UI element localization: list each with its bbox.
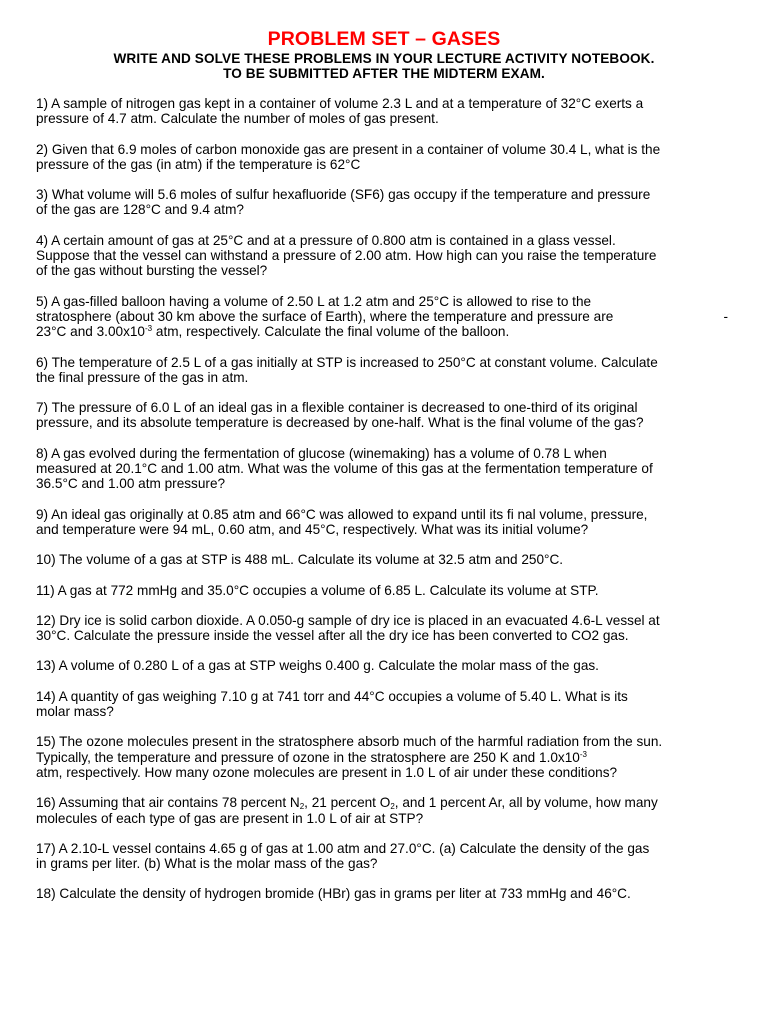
problem-line: 30°C. Calculate the pressure inside the vessel after all the dry ice has been converted to CO2 gas. [36,628,629,644]
problem-line: the final pressure of the gas in atm. [36,369,249,385]
problem-4 [36,233,736,279]
problem-text: , and 1 percent Ar, all by volume, how many [394,795,658,811]
subscript: 2 [390,802,395,812]
problem-8 [36,446,736,492]
problem-line: of the gas without bursting the vessel? [36,263,268,279]
problem-7 [36,400,736,431]
problem-line: measured at 20.1°C and 1.00 atm. What was the volume of this gas at the fermentation temperature of [36,461,653,477]
problem-line: 12) Dry ice is solid carbon dioxide. A 0.050-g sample of dry ice is placed in an evacuated 4.6-L vessel at [36,612,660,628]
problem-line: 3) What volume will 5.6 moles of sulfur hexafluoride (SF6) gas occupy if the temperature and pressure [36,187,651,203]
instructions-line-1: WRITE AND SOLVE THESE PROBLEMS IN YOUR LECTURE ACTIVITY NOTEBOOK. [113,51,655,66]
problem-text: 16) Assuming that air contains 78 percent N [36,795,300,811]
subscript: 2 [299,802,305,812]
problem-line: 7) The pressure of 6.0 L of an ideal gas in a flexible container is decreased to one-third of its original [36,400,638,416]
problem-6 [36,355,736,386]
problem-line: molar mass? [36,704,114,720]
page-title: PROBLEM SET – GASES [267,28,501,50]
problem-3 [36,187,736,218]
problem-line: Suppose that the vessel can withstand a pressure of 2.00 atm. How high can you raise the temperature [36,248,657,264]
problem-18 [36,886,736,901]
problem-text: atm, respectively. Calculate the final volume of the balloon. [152,324,510,340]
problem-line: 15) The ozone molecules present in the stratosphere absorb much of the harmful radiation from the sun. [36,734,663,750]
problem-text: 23°C and 3.00x10 [36,324,145,340]
problem-line: pressure, and its absolute temperature is decreased by one-half. What is the final volume of the gas? [36,415,644,431]
problem-line: 2) Given that 6.9 moles of carbon monoxide gas are present in a container of volume 30.4 L, what is the [36,141,661,157]
problem-line: 8) A gas evolved during the fermentation of glucose (winemaking) has a volume of 0.78 L when [36,445,607,461]
problem-13 [36,658,736,673]
problem-line: 1) A sample of nitrogen gas kept in a container of volume 2.3 L and at a temperature of 32°C exerts a [36,96,644,111]
instructions-line-2: TO BE SUBMITTED AFTER THE MIDTERM EXAM. [223,66,545,81]
problem-10 [36,552,736,567]
problem-2 [36,142,736,173]
problem-1 [36,96,736,127]
problem-line: 4) A certain amount of gas at 25°C and at a pressure of 0.800 atm is contained in a glass vessel. [36,232,616,248]
problem-line [36,750,736,765]
minus-sign: - [723,308,728,324]
exponent: -3 [144,324,153,334]
problem-17 [36,841,736,872]
problem-line: 6) The temperature of 2.5 L of a gas initially at STP is increased to 250°C at constant volume. Calculate [36,354,658,370]
problem-line: 11) A gas at 772 mmHg and 35.0°C occupies a volume of 6.85 L. Calculate its volume at STP. [36,582,599,598]
exponent: -3 [579,749,587,759]
problem-line: 36.5°C and 1.00 atm pressure? [36,476,226,492]
problem-line: pressure of the gas (in atm) if the temperature is 62°C [36,156,361,172]
problem-line: molecules of each type of gas are present in 1.0 L of air at STP? [36,810,424,826]
problem-15 [36,734,736,780]
problem-line [36,309,736,324]
problem-line: 5) A gas-filled balloon having a volume of 2.50 L at 1.2 atm and 25°C is allowed to rise to the [36,293,592,309]
problem-16 [36,795,736,826]
problem-line: 17) A 2.10-L vessel contains 4.65 g of gas at 1.00 atm and 27.0°C. (a) Calculate the density of the gas [36,840,650,856]
problem-line: 13) A volume of 0.280 L of a gas at STP weighs 0.400 g. Calculate the molar mass of the gas. [36,658,599,674]
problem-11 [36,583,736,598]
problem-line: 18) Calculate the density of hydrogen bromide (HBr) gas in grams per liter at 733 mmHg and 46°C. [36,886,631,902]
problem-line [36,795,736,810]
problem-line: and temperature were 94 mL, 0.60 atm, and 45°C, respectively. What was its initial volume? [36,521,589,537]
problem-9 [36,507,736,538]
problem-text: Typically, the temperature and pressure of ozone in the stratosphere are 250 K and 1.0x10 [36,749,580,765]
problem-line: 9) An ideal gas originally at 0.85 atm and 66°C was allowed to expand until its fi nal volume, pressure, [36,506,648,522]
problem-line: pressure of 4.7 atm. Calculate the number of moles of gas present. [36,111,439,127]
problem-12 [36,613,736,644]
problem-line: of the gas are 128°C and 9.4 atm? [36,202,244,218]
problem-list [36,96,736,902]
problem-text: stratosphere (about 30 km above the surface of Earth), where the temperature and pressure are [36,308,614,324]
problem-5 [36,294,736,340]
problem-line: in grams per liter. (b) What is the molar mass of the gas? [36,856,378,872]
problem-line: 14) A quantity of gas weighing 7.10 g at 741 torr and 44°C occupies a volume of 5.40 L. What is its [36,688,628,704]
problem-line [36,324,736,339]
problem-line: 10) The volume of a gas at STP is 488 mL. Calculate its volume at 32.5 atm and 250°C. [36,552,564,568]
problem-line: atm, respectively. How many ozone molecules are present in 1.0 L of air under these conditions? [36,764,618,780]
problem-text: , 21 percent O [304,795,391,811]
problem-14 [36,689,736,720]
